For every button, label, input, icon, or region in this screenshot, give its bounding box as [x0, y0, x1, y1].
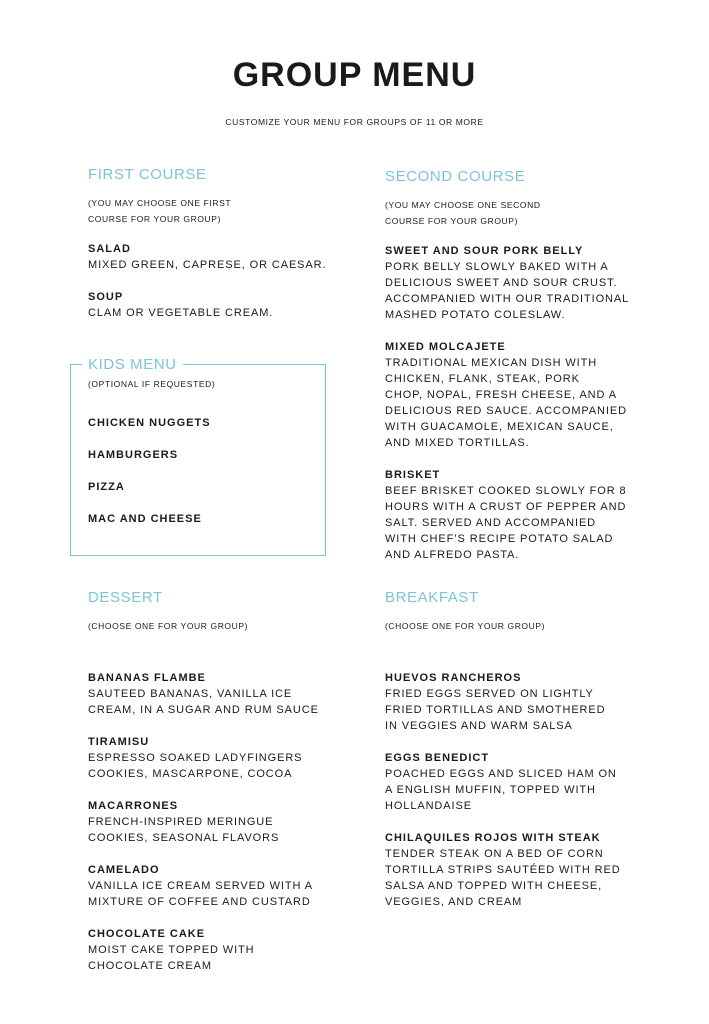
menu-item-desc: CLAM OR VEGETABLE CREAM.	[88, 307, 274, 319]
menu-item-name: SWEET AND SOUR PORK BELLY	[385, 245, 584, 257]
menu-item-desc: BEEF BRISKET COOKED SLOWLY FOR 8 HOURS WITH A CRUST OF PEPPER AND SALT. SERVED AND ACCOMPANIED WITH CHEF’S RECIPE POTATO SALAD AND ALFREDO PASTA.	[385, 485, 627, 561]
menu-item	[385, 243, 675, 323]
menu-item	[385, 670, 675, 734]
kids-menu-item: PIZZA	[88, 481, 125, 493]
menu-item-desc: POACHED EGGS AND SLICED HAM ON A ENGLISH MUFFIN, TOPPED WITH HOLLANDAISE	[385, 768, 617, 812]
menu-item-desc: VANILLA ICE CREAM SERVED WITH A MIXTURE OF COFFEE AND CUSTARD	[88, 880, 313, 908]
page-subtitle: CUSTOMIZE YOUR MENU FOR GROUPS OF 11 OR MORE	[225, 117, 484, 127]
menu-item-desc: FRENCH-INSPIRED MERINGUE COOKIES, SEASONAL FLAVORS	[88, 816, 280, 844]
first-course-section	[88, 166, 348, 337]
menu-item-name: MACARRONES	[88, 800, 179, 812]
menu-item-name: TIRAMISU	[88, 736, 150, 748]
menu-item-name: SOUP	[88, 291, 124, 303]
menu-item-desc: MIXED GREEN, CAPRESE, OR CAESAR.	[88, 259, 327, 271]
menu-item	[385, 750, 675, 814]
menu-item	[88, 926, 358, 974]
menu-item	[385, 467, 675, 563]
menu-item	[88, 734, 358, 782]
menu-item-name: CHILAQUILES ROJOS WITH STEAK	[385, 832, 601, 844]
menu-item-desc: FRIED EGGS SERVED ON LIGHTLY FRIED TORTILLAS AND SMOTHERED IN VEGGIES AND WARM SALSA	[385, 688, 606, 732]
breakfast-note: (CHOOSE ONE FOR YOUR GROUP)	[385, 621, 546, 631]
menu-item	[88, 289, 348, 321]
breakfast-title: BREAKFAST	[385, 589, 479, 606]
second-course-section	[385, 168, 675, 579]
menu-item-desc: TENDER STEAK ON A BED OF CORN TORTILLA STRIPS SAUTÉED WITH RED SALSA AND TOPPED WITH CHEESE, VEGGIES, AND CREAM	[385, 848, 621, 908]
menu-item-desc: SAUTEED BANANAS, VANILLA ICE CREAM, IN A SUGAR AND RUM SAUCE	[88, 688, 319, 716]
menu-item-desc: PORK BELLY SLOWLY BAKED WITH A DELICIOUS SWEET AND SOUR CRUST. ACCOMPANIED WITH OUR TRADITIONAL MASHED POTATO COLESLAW.	[385, 261, 630, 321]
menu-item	[385, 830, 675, 910]
menu-item	[88, 670, 358, 718]
menu-item-desc: TRADITIONAL MEXICAN DISH WITH CHICKEN, FLANK, STEAK, PORK CHOP, NOPAL, FRESH CHEESE, AND A DELICIOUS RED SAUCE. ACCOMPANIED WITH GUACAMOLE, MEXICAN SAUCE, AND MIXED TORTILLAS.	[385, 357, 627, 449]
menu-item-name: HUEVOS RANCHEROS	[385, 672, 522, 684]
menu-item-name: SALAD	[88, 243, 131, 255]
menu-item-name: BRISKET	[385, 469, 441, 481]
menu-item-desc: ESPRESSO SOAKED LADYFINGERS COOKIES, MASCARPONE, COCOA	[88, 752, 303, 780]
menu-item-name: CAMELADO	[88, 864, 160, 876]
dessert-section	[88, 589, 358, 990]
menu-item	[88, 798, 358, 846]
first-course-title: FIRST COURSE	[88, 166, 207, 183]
menu-item-name: MIXED MOLCAJETE	[385, 341, 506, 353]
second-course-title: SECOND COURSE	[385, 168, 526, 185]
menu-item-desc: MOIST CAKE TOPPED WITH CHOCOLATE CREAM	[88, 944, 255, 972]
menu-item	[88, 241, 348, 273]
menu-item-name: EGGS BENEDICT	[385, 752, 490, 764]
kids-menu-item: MAC AND CHEESE	[88, 513, 202, 525]
menu-item-name: BANANAS FLAMBE	[88, 672, 206, 684]
menu-item-name: CHOCOLATE CAKE	[88, 928, 206, 940]
breakfast-section	[385, 589, 675, 926]
kids-menu-item: CHICKEN NUGGETS	[88, 417, 211, 429]
menu-item	[88, 862, 358, 910]
kids-menu-item: HAMBURGERS	[88, 449, 179, 461]
kids-menu-note: (OPTIONAL IF REQUESTED)	[88, 379, 216, 389]
page-title: GROUP MENU	[232, 56, 477, 94]
dessert-title: DESSERT	[88, 589, 163, 606]
menu-item	[385, 339, 675, 451]
second-course-note: (YOU MAY CHOOSE ONE SECOND COURSE FOR YOUR GROUP)	[385, 200, 541, 226]
kids-menu-title: KIDS MENU	[82, 356, 183, 373]
dessert-note: (CHOOSE ONE FOR YOUR GROUP)	[88, 621, 249, 631]
first-course-note: (YOU MAY CHOOSE ONE FIRST COURSE FOR YOUR GROUP)	[88, 198, 232, 224]
